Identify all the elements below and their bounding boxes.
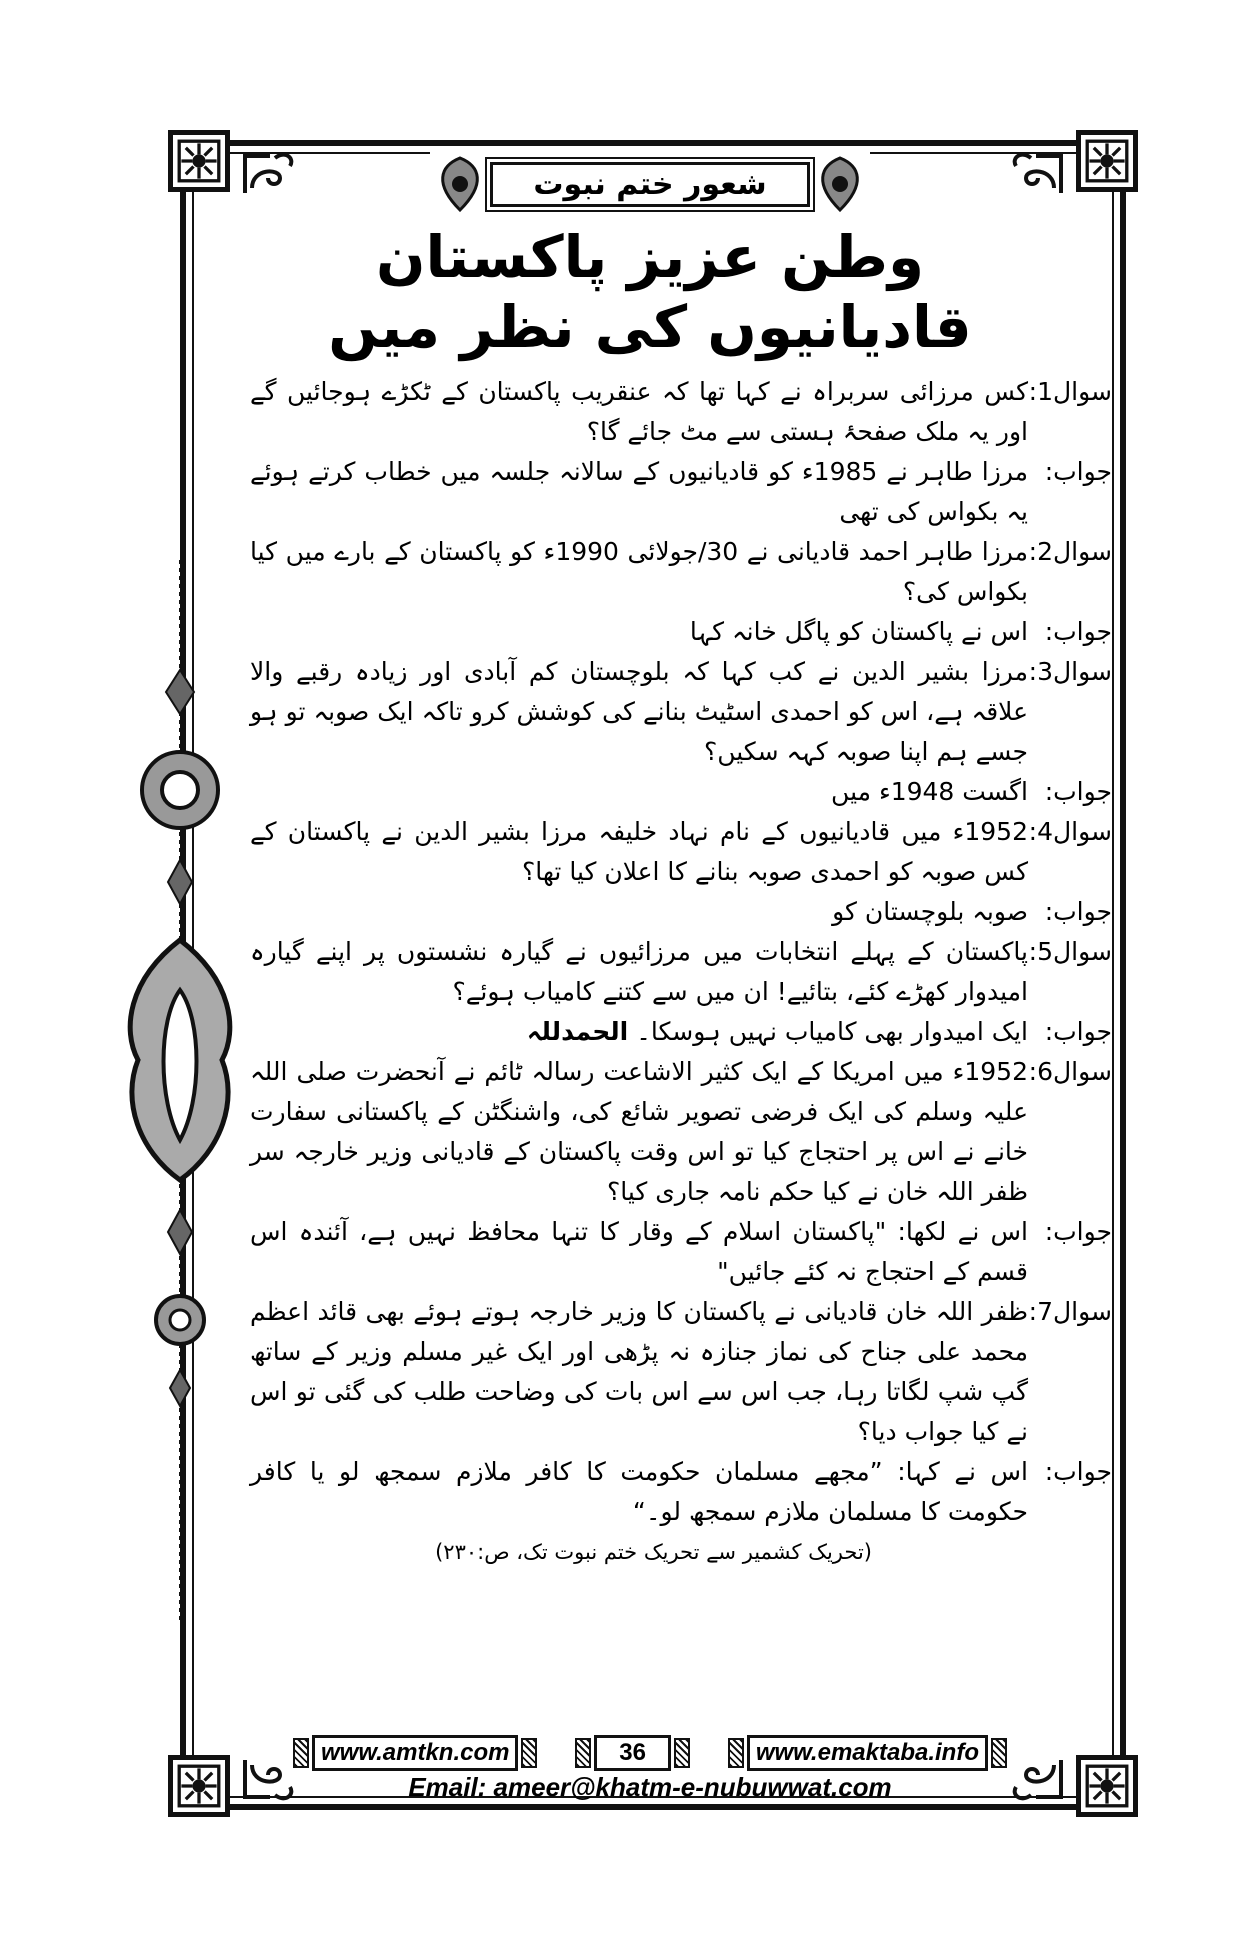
qa-text-body: اگست 1948ء میں (831, 777, 1028, 806)
qa-text-body: مرزا طاہر احمد قادیانی نے 30/جولائی 1990ء کو پاکستان کے بارے میں کیا بکواس کی؟ (250, 537, 1028, 606)
question-item (250, 532, 1112, 612)
corner-rosette-icon (168, 1755, 230, 1817)
qa-text (250, 892, 1028, 932)
answer-item (250, 772, 1112, 812)
tile-ornament-icon (991, 1738, 1007, 1768)
answer-item (250, 892, 1112, 932)
tile-ornament-icon (293, 1738, 309, 1768)
qa-text-body: پاکستان کے پہلے انتخابات میں مرزائیوں نے گیارہ نشستوں پر اپنے گیارہ امیدوار کھڑے کئے، بتائیے! ان میں سے کتنے کامیاب ہوئے؟ (250, 937, 1028, 1006)
website-link-amtkn[interactable]: www.amtkn.com (312, 1735, 518, 1771)
qa-list (250, 372, 1112, 1572)
qa-label: جواب: (1044, 1017, 1112, 1046)
corner-rosette-icon (1076, 1755, 1138, 1817)
qa-label: جواب: (1044, 1217, 1112, 1246)
qa-text-body: مرزا بشیر الدین نے کب کہا کہ بلوچستان کم آبادی اور زیادہ رقبے والا علاقہ ہے، اس کو احمدی اسٹیٹ بنانے کی کوشش کرو تاکہ ایک صوبہ تو ہو جسے ہم اپنا صوبہ کہہ سکیں؟ (250, 657, 1028, 766)
qa-text-body: اس نے کہا: ”مجھے مسلمان حکومت کا کافر ملازم سمجھ لو یا کافر حکومت کا مسلمان ملازم سمجھ لو۔“ (250, 1457, 1028, 1526)
answer-item (250, 1012, 1112, 1052)
side-ornament-chain-icon (122, 560, 238, 1620)
qa-text (250, 772, 1028, 812)
tile-ornament-icon (728, 1738, 744, 1768)
footer-email[interactable]: Email: ameer@khatm-e-nubuwwat.com (408, 1772, 892, 1802)
qa-label: سوال5: (1028, 937, 1112, 966)
tile-ornament-icon (521, 1738, 537, 1768)
qa-text (250, 652, 1028, 772)
scroll-ornament-icon (1006, 1755, 1066, 1805)
question-item (250, 1052, 1112, 1212)
qa-text (250, 932, 1028, 1012)
qa-label: سوال7: (1028, 1297, 1112, 1326)
emphasis-text: الحمدللہ (526, 1017, 629, 1046)
answer-item (250, 612, 1112, 652)
qa-label: سوال6: (1028, 1057, 1112, 1086)
qa-text-body: 1952ء میں امریکا کے ایک کثیر الاشاعت رسالہ ٹائم نے آنحضرت صلی اللہ علیہ وسلم کی ایک فرضی تصویر شائع کی، واشنگٹن کے پاکستانی سفارت خانے نے اس پر احتجاج کیا تو اس وقت پاکستان کے قادیانی وزیر خارجہ سر ظفر اللہ خان نے کیا حکم نامہ جاری کیا؟ (250, 1057, 1028, 1206)
qa-text-body: اس نے پاکستان کو پاگل خانہ کہا (689, 617, 1028, 646)
corner-rosette-icon (168, 130, 230, 192)
source-reference: (تحریک کشمیر سے تحریک ختم نبوت تک، ص:۲۳۰) (435, 1540, 872, 1564)
scroll-ornament-icon (240, 148, 300, 198)
qa-text (250, 1012, 1028, 1052)
question-item (250, 372, 1112, 452)
footer-links (290, 1735, 1010, 1771)
question-item (250, 1292, 1112, 1452)
qa-text-body: ایک امیدوار بھی کامیاب نہیں ہوسکا۔ (636, 1017, 1028, 1046)
qa-text (250, 1212, 1028, 1292)
question-item (250, 652, 1112, 772)
qa-text-body: 1952ء میں قادیانیوں کے نام نہاد خلیفہ مرزا بشیر الدین نے پاکستان کے کس صوبہ کو احمدی صوبہ بنانے کا اعلان کیا تھا؟ (250, 817, 1028, 886)
corner-rosette-icon (1076, 130, 1138, 192)
qa-text-body: کس مرزائی سربراہ نے کہا تھا کہ عنقریب پاکستان کے ٹکڑے ہوجائیں گے اور یہ ملک صفحۂ ہستی سے مٹ جائے گا؟ (250, 377, 1028, 446)
scroll-ornament-icon (1006, 148, 1066, 198)
arabesque-ornament-icon (430, 154, 490, 214)
qa-text-body: مرزا طاہر نے 1985ء کو قادیانیوں کے سالانہ جلسہ میں خطاب کرتے ہوئے یہ بکواس کی تھی (250, 457, 1029, 526)
page-number: 36 (594, 1735, 671, 1771)
qa-text-body: صوبہ بلوچستان کو (832, 897, 1028, 926)
qa-text (250, 612, 1028, 652)
qa-text (250, 372, 1028, 452)
banner-title: شعور ختم نبوت (490, 162, 809, 207)
qa-text (250, 1292, 1028, 1452)
website-link-emaktaba[interactable]: www.emaktaba.info (747, 1735, 988, 1771)
tile-ornament-icon (674, 1738, 690, 1768)
answer-item (250, 1212, 1112, 1292)
question-item (250, 812, 1112, 892)
answer-item (250, 452, 1112, 532)
qa-text (250, 532, 1028, 612)
qa-label: جواب: (1044, 1457, 1112, 1486)
answer-item (250, 1452, 1112, 1532)
question-item (250, 932, 1112, 1012)
qa-label: سوال1: (1028, 377, 1112, 406)
tile-ornament-icon (575, 1738, 591, 1768)
qa-text (250, 812, 1028, 892)
qa-label: سوال3: (1028, 657, 1112, 686)
qa-text-body: ظفر اللہ خان قادیانی نے پاکستان کا وزیر خارجہ ہوتے ہوئے بھی قائد اعظم محمد علی جناح کی نماز جنازہ نہ پڑھی اور ایک غیر مسلم وزیر کے ساتھ گپ شپ لگاتا رہا، جب اس سے اس بات کی وضاحت طلب کی گئی تو اس نے کیا جواب دیا؟ (250, 1297, 1028, 1446)
qa-label: سوال2: (1028, 537, 1112, 566)
qa-label: جواب: (1044, 897, 1112, 926)
qa-text (250, 1452, 1028, 1532)
page-title-line2: قادیانیوں کی نظر میں (328, 293, 972, 361)
qa-label: جواب: (1044, 457, 1112, 486)
arabesque-ornament-icon (810, 154, 870, 214)
qa-text-body: اس نے لکھا: "پاکستان اسلام کے وقار کا تنہا محافظ نہیں ہے، آئندہ اس قسم کے احتجاج نہ کئے جائیں" (250, 1217, 1028, 1286)
page-title-line1: وطن عزیز پاکستان (375, 223, 925, 291)
qa-label: جواب: (1044, 777, 1112, 806)
qa-text (250, 1052, 1028, 1212)
qa-text (250, 452, 1028, 532)
qa-label: جواب: (1044, 617, 1112, 646)
qa-label: سوال4: (1028, 817, 1112, 846)
header-banner (430, 148, 870, 220)
